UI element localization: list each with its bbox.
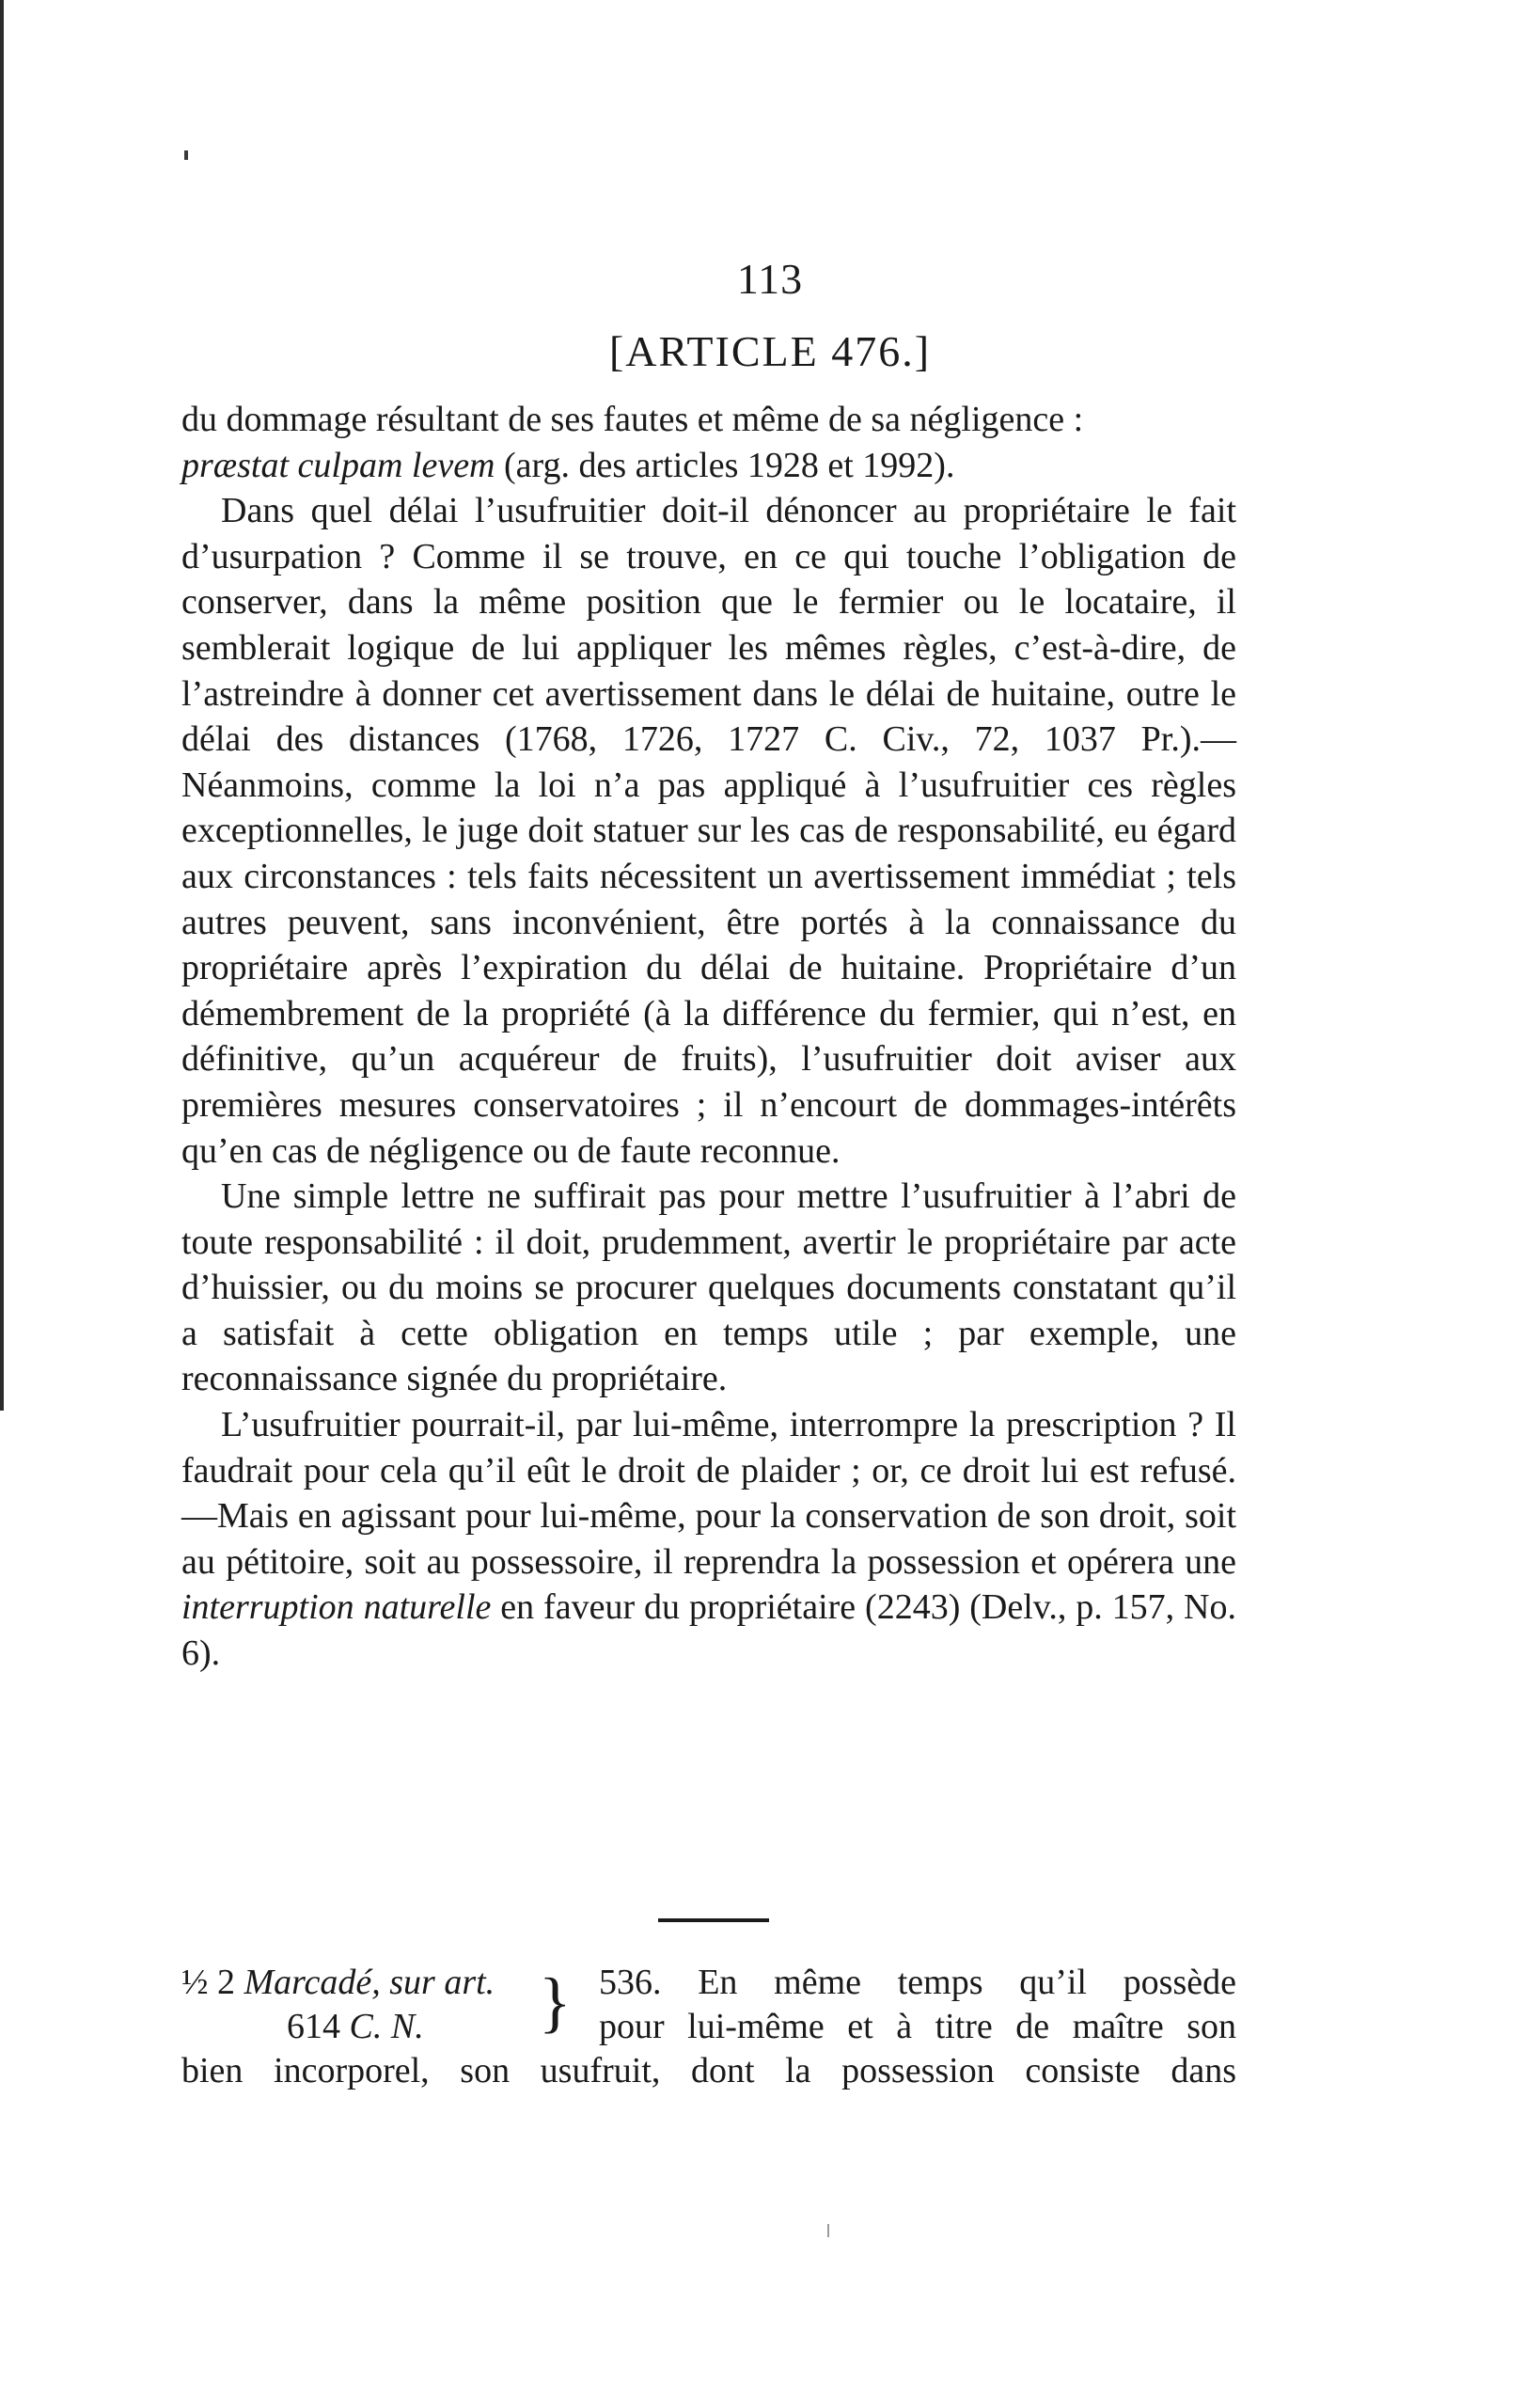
article-heading: [ARTICLE 476.] — [608, 327, 932, 375]
note-article-number: 614 — [287, 2007, 350, 2046]
scan-speck — [184, 150, 188, 160]
note-author: Marcadé, sur art. — [244, 1963, 495, 2002]
paragraph-1 — [181, 397, 1236, 488]
note-reference — [181, 1961, 495, 2005]
section-separator — [658, 1918, 769, 1922]
marcade-note — [181, 1961, 1236, 2093]
note-row — [181, 2005, 1236, 2049]
note-article-reference — [287, 2005, 424, 2049]
paragraph-4-emphasis: interruption naturelle — [181, 1587, 492, 1628]
paragraph-4-text: L’usufruitier pourrait-il, par lui-même, interrompre la prescription ? Il faudrait pour cela qu’il eût le droit de plaider ; or, ce droit lui est refusé.—Mais en agissant pour lui-même, pour la conservation de son droit, soit au pétitoire, soit au possessoire, il reprendra la possession et opérera une — [181, 1405, 1236, 1582]
scan-edge — [0, 0, 4, 1411]
paragraph-1-citation: (arg. des articles 1928 et 1992). — [495, 445, 955, 485]
paragraph-4-citation: en faveur du propriétaire (2243) (Delv., p. 157, No. 6). — [181, 1587, 1236, 1674]
note-row — [181, 2049, 1236, 2093]
brace: } — [539, 1964, 572, 2040]
scan-speck — [827, 2224, 829, 2237]
note-volume: 2 — [217, 1963, 244, 2002]
note-text-line: bien incorporel, son usufruit, dont la possession consiste dans — [181, 2051, 1236, 2090]
page-number: 113 — [736, 255, 804, 303]
latin-maxim: præstat culpam levem — [181, 445, 495, 485]
note-text-line: 536. En même temps qu’il possède — [599, 1963, 1236, 2002]
body-text — [181, 397, 1236, 1677]
paragraph-4 — [181, 1402, 1236, 1677]
note-fraction: ½ — [181, 1963, 209, 2002]
paragraph-3: Une simple lettre ne suffirait pas pour mettre l’usufruitier à l’abri de toute responsabilité : il doit, prudemment, avertir le propriétaire par acte d’huissier, ou du moins se procurer quelques documents constatant qu’il a satisfait à cette obligation en temps utile ; par exemple, une reconnaissance signée du propriétaire. — [181, 1176, 1236, 1399]
note-text-line: pour lui-même et à titre de maître son — [599, 2007, 1236, 2046]
paragraph-1-line: du dommage résultant de ses fautes et même de sa négligence : — [181, 400, 1084, 439]
paragraph-2: Dans quel délai l’usufruitier doit-il dénoncer au propriétaire le fait d’usurpation ? Comme il se trouve, en ce qui touche l’obligation de conserver, dans la même position que le fermier ou le locataire, il semblerait logique de lui appliquer les mêmes règles, c’est-à-dire, de l’astreindre à donner cet avertissement dans le délai de huitaine, outre le délai des distances (1768, 1726, 1727 C. Civ., 72, 1037 Pr.).— Néanmoins, comme la loi n’a pas appliqué à l’usufruitier ces règles exceptionnelles, le juge doit statuer sur les cas de responsabilité, eu égard aux circonstances : tels faits nécessitent un avertissement immédiat ; tels autres peuvent, sans inconvénient, être portés à la connaissance du propriétaire après l’expiration du délai de huitaine. Propriétaire d’un démembrement de la propriété (à la différence du fermier, qui n’est, en définitive, qu’un acquéreur de fruits), l’usufruitier doit aviser aux premières mesures conservatoires ; il n’encourt de dommages-intérêts qu’en cas de négligence ou de faute reconnue. — [181, 491, 1236, 1171]
note-code: C. N. — [349, 2007, 424, 2046]
